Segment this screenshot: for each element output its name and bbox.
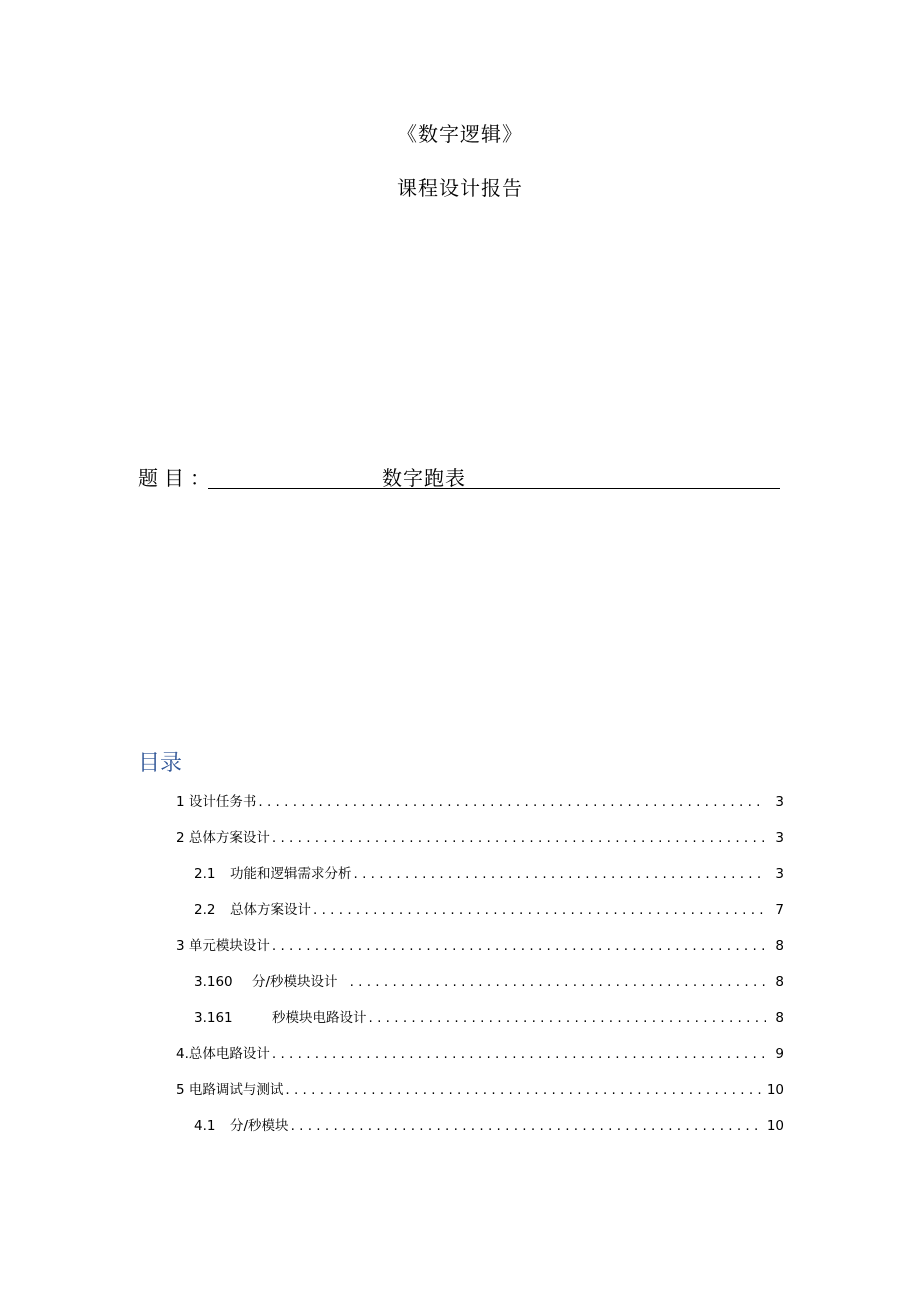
report-title-line2: 课程设计报告 [397,176,523,200]
subject-underline [208,462,780,489]
toc-entry-number: 4. [176,1046,189,1062]
toc-leader-dots [285,1082,762,1098]
toc-leader-dots [272,830,766,846]
toc-entry-title: 总体电路设计 [188,1046,270,1062]
toc-leader-dots [350,974,766,990]
toc-entry-number: 5 [176,1082,189,1098]
toc-entry-page: 10 [766,1118,784,1134]
toc-entry-number: 3.160 [194,974,233,990]
toc-entry[interactable] [194,1114,784,1142]
toc-entry-page: 3 [775,830,784,846]
toc-entry-page: 9 [775,1046,784,1062]
toc-entry-title: 总体方案设计 [188,830,270,846]
toc-leader-dots [272,1046,766,1062]
toc-entry-title: 分/秒模块设计 [252,974,338,990]
toc-entry-page: 8 [775,1010,784,1026]
toc-entry-page: 7 [775,902,784,918]
toc-entry-page: 3 [775,866,784,882]
toc-leader-dots [272,938,766,954]
subject-value: 数字跑表 [382,466,466,490]
toc-leader-dots [258,794,766,810]
subject-label: 题目： [138,466,216,490]
toc-entry[interactable] [194,1006,784,1034]
subject-field [138,462,780,492]
toc-leader-dots [313,902,766,918]
toc-entry[interactable] [194,862,784,890]
toc-entry-number: 2.2 [194,902,216,918]
toc-entry-page: 10 [766,1082,784,1098]
toc-entry-number: 3.161 [194,1010,233,1026]
toc-entry-number: 4.1 [194,1118,216,1134]
report-title-line1: 《数字逻辑》 [397,122,523,146]
toc-entry-title: 功能和逻辑需求分析 [230,866,352,882]
toc-leader-dots [369,1010,767,1026]
toc-entry[interactable] [176,1042,784,1070]
toc-entry[interactable] [176,934,784,962]
toc-entry-number: 1 [176,794,189,810]
toc-entry[interactable] [194,970,784,998]
toc-entry[interactable] [194,898,784,926]
toc-entry[interactable] [176,790,784,818]
toc-entry-page: 3 [775,794,784,810]
toc-entry-title: 电路调试与测试 [188,1082,284,1098]
toc-leader-dots [291,1118,763,1134]
toc-entry-page: 8 [775,938,784,954]
toc-entry-title: 设计任务书 [188,794,257,810]
toc-heading: 目录 [138,751,183,776]
toc-entry-number: 2 [176,830,189,846]
toc-entry-title: 分/秒模块 [230,1118,289,1134]
toc-entry-number: 3 [176,938,189,954]
toc-entry[interactable] [176,1078,784,1106]
toc-entry-title: 秒模块电路设计 [272,1010,367,1026]
toc-entry-number: 2.1 [194,866,216,882]
toc-entry-page: 8 [775,974,784,990]
toc-leader-dots [354,866,767,882]
toc-entry-title: 单元模块设计 [188,938,270,954]
toc-entry-title: 总体方案设计 [230,902,311,918]
toc-entry[interactable] [176,826,784,854]
